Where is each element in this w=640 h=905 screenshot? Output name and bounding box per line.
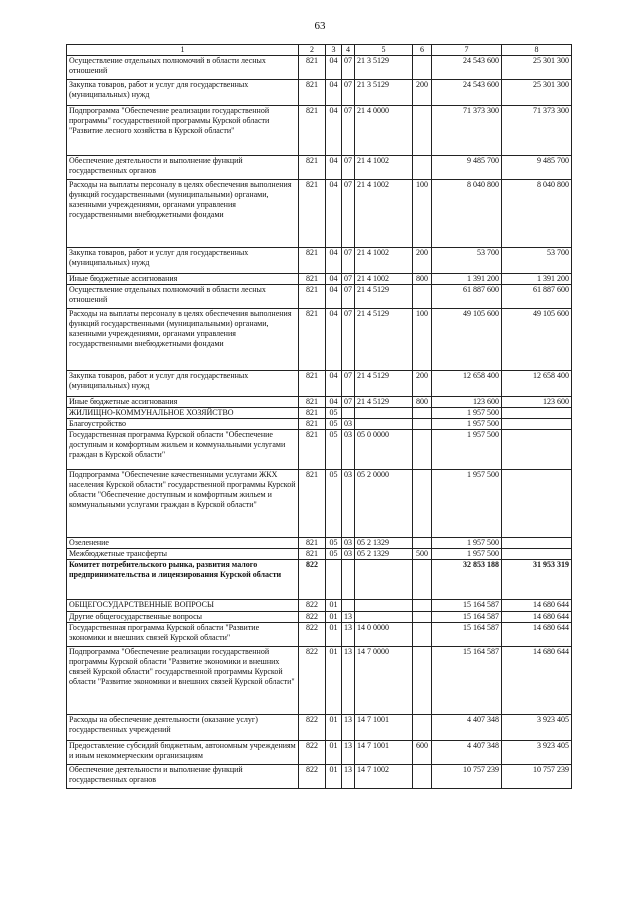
expense-type-code: 200 bbox=[413, 248, 432, 274]
target-article-code: 05 2 1329 bbox=[355, 538, 413, 549]
target-article-code: 14 7 1001 bbox=[355, 715, 413, 741]
amount-col7: 61 887 600 bbox=[432, 285, 502, 309]
item-name: Обеспечение деятельности и выполнение функций государственных органов bbox=[67, 156, 299, 180]
section-code: 04 bbox=[326, 156, 342, 180]
amount-col7: 15 164 587 bbox=[432, 623, 502, 647]
item-name: Расходы на выплаты персоналу в целях обеспечения выполнения функций государственными (муниципальными) органами, казенными учреждениями, органами управления государственными внебюджетными фондами bbox=[67, 180, 299, 248]
section-code: 05 bbox=[326, 470, 342, 538]
amount-col7: 123 600 bbox=[432, 397, 502, 408]
admin-code: 821 bbox=[299, 430, 326, 470]
target-article-code: 14 7 1001 bbox=[355, 741, 413, 765]
item-name: Осуществление отдельных полномочий в области лесных отношений bbox=[67, 285, 299, 309]
table-row bbox=[67, 741, 572, 765]
admin-code: 821 bbox=[299, 408, 326, 419]
item-name: Иные бюджетные ассигнования bbox=[67, 274, 299, 285]
table-row bbox=[67, 560, 572, 600]
admin-code: 821 bbox=[299, 309, 326, 371]
admin-code: 822 bbox=[299, 612, 326, 623]
section-code: 01 bbox=[326, 647, 342, 715]
table-row bbox=[67, 106, 572, 156]
amount-col8: 8 040 800 bbox=[502, 180, 572, 248]
target-article-code: 21 4 5129 bbox=[355, 371, 413, 397]
amount-col7: 32 853 188 bbox=[432, 560, 502, 600]
amount-col8: 49 105 600 bbox=[502, 309, 572, 371]
admin-code: 821 bbox=[299, 371, 326, 397]
table-row bbox=[67, 430, 572, 470]
expense-type-code bbox=[413, 430, 432, 470]
subsection-code: 07 bbox=[342, 285, 355, 309]
expense-type-code bbox=[413, 560, 432, 600]
section-code: 04 bbox=[326, 248, 342, 274]
amount-col8: 14 680 644 bbox=[502, 612, 572, 623]
admin-code: 821 bbox=[299, 56, 326, 80]
section-code: 01 bbox=[326, 765, 342, 789]
amount-col7: 15 164 587 bbox=[432, 612, 502, 623]
admin-code: 822 bbox=[299, 741, 326, 765]
subsection-code: 13 bbox=[342, 715, 355, 741]
item-name: Расходы на обеспечение деятельности (оказание услуг) государственных учреждений bbox=[67, 715, 299, 741]
admin-code: 822 bbox=[299, 600, 326, 612]
amount-col7: 1 957 500 bbox=[432, 549, 502, 560]
table-row bbox=[67, 309, 572, 371]
expense-type-code bbox=[413, 408, 432, 419]
admin-code: 822 bbox=[299, 765, 326, 789]
amount-col7: 4 407 348 bbox=[432, 741, 502, 765]
amount-col8 bbox=[502, 538, 572, 549]
amount-col8: 14 680 644 bbox=[502, 600, 572, 612]
amount-col7: 9 485 700 bbox=[432, 156, 502, 180]
admin-code: 821 bbox=[299, 80, 326, 106]
admin-code: 822 bbox=[299, 623, 326, 647]
expense-type-code bbox=[413, 765, 432, 789]
amount-col7: 1 957 500 bbox=[432, 538, 502, 549]
table-row bbox=[67, 371, 572, 397]
expense-type-code bbox=[413, 538, 432, 549]
target-article-code: 21 4 1002 bbox=[355, 248, 413, 274]
section-code: 04 bbox=[326, 309, 342, 371]
table-row bbox=[67, 623, 572, 647]
item-name: Подпрограмма "Обеспечение качественными услугами ЖКХ населения Курской области" государственной программы Курской области "Обеспечение доступным и комфортным жильем и коммунальными услугами граждан в Курской области" bbox=[67, 470, 299, 538]
section-code: 05 bbox=[326, 549, 342, 560]
amount-col8: 53 700 bbox=[502, 248, 572, 274]
admin-code: 821 bbox=[299, 538, 326, 549]
target-article-code: 21 4 1002 bbox=[355, 180, 413, 248]
section-code: 01 bbox=[326, 623, 342, 647]
header-cell: 7 bbox=[432, 45, 502, 56]
section-code: 01 bbox=[326, 715, 342, 741]
section-code: 01 bbox=[326, 600, 342, 612]
table-row bbox=[67, 180, 572, 248]
page-number: 63 bbox=[314, 20, 326, 32]
admin-code: 821 bbox=[299, 549, 326, 560]
target-article-code: 05 2 0000 bbox=[355, 470, 413, 538]
amount-col8: 3 923 405 bbox=[502, 741, 572, 765]
budget-table bbox=[66, 44, 572, 789]
item-name: Закупка товаров, работ и услуг для государственных (муниципальных) нужд bbox=[67, 371, 299, 397]
subsection-code bbox=[342, 600, 355, 612]
section-code: 05 bbox=[326, 419, 342, 430]
amount-col7: 15 164 587 bbox=[432, 647, 502, 715]
table-row bbox=[67, 600, 572, 612]
amount-col7: 4 407 348 bbox=[432, 715, 502, 741]
table-row bbox=[67, 419, 572, 430]
expense-type-code bbox=[413, 106, 432, 156]
header-cell: 4 bbox=[342, 45, 355, 56]
amount-col8 bbox=[502, 419, 572, 430]
amount-col8 bbox=[502, 430, 572, 470]
item-name: ЖИЛИЩНО-КОММУНАЛЬНОЕ ХОЗЯЙСТВО bbox=[67, 408, 299, 419]
admin-code: 821 bbox=[299, 106, 326, 156]
amount-col8: 25 301 300 bbox=[502, 80, 572, 106]
amount-col8: 14 680 644 bbox=[502, 623, 572, 647]
subsection-code: 13 bbox=[342, 741, 355, 765]
table-row bbox=[67, 549, 572, 560]
amount-col7: 15 164 587 bbox=[432, 600, 502, 612]
amount-col7: 10 757 239 bbox=[432, 765, 502, 789]
admin-code: 821 bbox=[299, 470, 326, 538]
expense-type-code bbox=[413, 470, 432, 538]
amount-col8: 71 373 300 bbox=[502, 106, 572, 156]
subsection-code: 03 bbox=[342, 430, 355, 470]
target-article-code: 21 4 1002 bbox=[355, 274, 413, 285]
item-name: Государственная программа Курской области "Обеспечение доступным и комфортным жильем и коммунальными услугами граждан в Курской области" bbox=[67, 430, 299, 470]
expense-type-code bbox=[413, 285, 432, 309]
target-article-code bbox=[355, 600, 413, 612]
amount-col7: 49 105 600 bbox=[432, 309, 502, 371]
amount-col8: 61 887 600 bbox=[502, 285, 572, 309]
subsection-code: 07 bbox=[342, 309, 355, 371]
subsection-code: 13 bbox=[342, 623, 355, 647]
item-name: Обеспечение деятельности и выполнение функций государственных органов bbox=[67, 765, 299, 789]
table-row bbox=[67, 408, 572, 419]
subsection-code: 07 bbox=[342, 156, 355, 180]
section-code: 01 bbox=[326, 612, 342, 623]
admin-code: 821 bbox=[299, 397, 326, 408]
header-cell: 1 bbox=[67, 45, 299, 56]
target-article-code bbox=[355, 560, 413, 600]
target-article-code: 14 7 1002 bbox=[355, 765, 413, 789]
admin-code: 821 bbox=[299, 180, 326, 248]
amount-col7: 53 700 bbox=[432, 248, 502, 274]
amount-col7: 1 957 500 bbox=[432, 419, 502, 430]
admin-code: 821 bbox=[299, 285, 326, 309]
target-article-code: 21 4 5129 bbox=[355, 285, 413, 309]
target-article-code: 21 4 0000 bbox=[355, 106, 413, 156]
table-row bbox=[67, 715, 572, 741]
table-row bbox=[67, 56, 572, 80]
section-code: 04 bbox=[326, 397, 342, 408]
admin-code: 821 bbox=[299, 248, 326, 274]
expense-type-code: 200 bbox=[413, 371, 432, 397]
table-row bbox=[67, 397, 572, 408]
table-row bbox=[67, 156, 572, 180]
admin-code: 821 bbox=[299, 156, 326, 180]
table-row bbox=[67, 765, 572, 789]
table-row bbox=[67, 80, 572, 106]
header-cell: 2 bbox=[299, 45, 326, 56]
amount-col8: 9 485 700 bbox=[502, 156, 572, 180]
target-article-code: 21 3 5129 bbox=[355, 56, 413, 80]
subsection-code: 07 bbox=[342, 106, 355, 156]
subsection-code: 07 bbox=[342, 56, 355, 80]
expense-type-code: 600 bbox=[413, 741, 432, 765]
amount-col7: 12 658 400 bbox=[432, 371, 502, 397]
item-name: Расходы на выплаты персоналу в целях обеспечения выполнения функций государственными (муниципальными) органами, казенными учреждениями, органами управления государственными внебюджетными фондами bbox=[67, 309, 299, 371]
item-name: Благоустройство bbox=[67, 419, 299, 430]
header-cell: 6 bbox=[413, 45, 432, 56]
target-article-code bbox=[355, 408, 413, 419]
item-name: ОБЩЕГОСУДАРСТВЕННЫЕ ВОПРОСЫ bbox=[67, 600, 299, 612]
amount-col7: 1 957 500 bbox=[432, 408, 502, 419]
item-name: Межбюджетные трансферты bbox=[67, 549, 299, 560]
expense-type-code: 100 bbox=[413, 309, 432, 371]
amount-col8: 25 301 300 bbox=[502, 56, 572, 80]
target-article-code: 21 4 5129 bbox=[355, 309, 413, 371]
expense-type-code bbox=[413, 600, 432, 612]
item-name: Предоставление субсидий бюджетным, автономным учреждениям и иным некоммерческим организациям bbox=[67, 741, 299, 765]
table-row bbox=[67, 274, 572, 285]
expense-type-code: 800 bbox=[413, 397, 432, 408]
expense-type-code bbox=[413, 612, 432, 623]
table-row bbox=[67, 470, 572, 538]
admin-code: 821 bbox=[299, 274, 326, 285]
item-name: Другие общегосударственные вопросы bbox=[67, 612, 299, 623]
subsection-code: 13 bbox=[342, 647, 355, 715]
target-article-code: 14 0 0000 bbox=[355, 623, 413, 647]
item-name: Подпрограмма "Обеспечение реализации государственной программы Курской области "Развитие экономики и внешних связей Курской области" государственной программы Курской области "Развитие экономики и внешних связей Курской области" bbox=[67, 647, 299, 715]
amount-col7: 71 373 300 bbox=[432, 106, 502, 156]
subsection-code bbox=[342, 408, 355, 419]
item-name: Озеленение bbox=[67, 538, 299, 549]
section-code: 04 bbox=[326, 285, 342, 309]
amount-col8: 31 953 319 bbox=[502, 560, 572, 600]
subsection-code: 13 bbox=[342, 765, 355, 789]
subsection-code: 07 bbox=[342, 248, 355, 274]
expense-type-code bbox=[413, 56, 432, 80]
subsection-code: 03 bbox=[342, 538, 355, 549]
expense-type-code bbox=[413, 715, 432, 741]
amount-col7: 1 391 200 bbox=[432, 274, 502, 285]
expense-type-code bbox=[413, 419, 432, 430]
amount-col7: 24 543 600 bbox=[432, 80, 502, 106]
subsection-code bbox=[342, 560, 355, 600]
item-name: Государственная программа Курской области "Развитие экономики и внешних связей Курской области" bbox=[67, 623, 299, 647]
target-article-code: 21 4 5129 bbox=[355, 397, 413, 408]
amount-col8 bbox=[502, 470, 572, 538]
admin-code: 821 bbox=[299, 419, 326, 430]
item-name: Закупка товаров, работ и услуг для государственных (муниципальных) нужд bbox=[67, 80, 299, 106]
section-code: 05 bbox=[326, 430, 342, 470]
item-name: Осуществление отдельных полномочий в области лесных отношений bbox=[67, 56, 299, 80]
section-code: 05 bbox=[326, 538, 342, 549]
target-article-code bbox=[355, 419, 413, 430]
subsection-code: 07 bbox=[342, 274, 355, 285]
subsection-code: 07 bbox=[342, 80, 355, 106]
admin-code: 822 bbox=[299, 647, 326, 715]
section-code bbox=[326, 560, 342, 600]
admin-code: 822 bbox=[299, 715, 326, 741]
subsection-code: 13 bbox=[342, 612, 355, 623]
target-article-code: 14 7 0000 bbox=[355, 647, 413, 715]
target-article-code: 05 2 1329 bbox=[355, 549, 413, 560]
amount-col7: 24 543 600 bbox=[432, 56, 502, 80]
table-row bbox=[67, 612, 572, 623]
header-row bbox=[67, 45, 572, 56]
amount-col8: 1 391 200 bbox=[502, 274, 572, 285]
target-article-code: 21 4 1002 bbox=[355, 156, 413, 180]
expense-type-code bbox=[413, 647, 432, 715]
amount-col8: 123 600 bbox=[502, 397, 572, 408]
header-cell: 8 bbox=[502, 45, 572, 56]
table-row bbox=[67, 538, 572, 549]
expense-type-code: 500 bbox=[413, 549, 432, 560]
section-code: 04 bbox=[326, 80, 342, 106]
item-name: Комитет потребительского рынка, развития малого предпринимательства и лицензирования Курской области bbox=[67, 560, 299, 600]
amount-col8: 3 923 405 bbox=[502, 715, 572, 741]
target-article-code: 21 3 5129 bbox=[355, 80, 413, 106]
item-name: Подпрограмма "Обеспечение реализации государственной программы" государственной программы Курской области "Развитие лесного хозяйства в Курской области" bbox=[67, 106, 299, 156]
amount-col8: 14 680 644 bbox=[502, 647, 572, 715]
expense-type-code: 100 bbox=[413, 180, 432, 248]
item-name: Закупка товаров, работ и услуг для государственных (муниципальных) нужд bbox=[67, 248, 299, 274]
subsection-code: 07 bbox=[342, 371, 355, 397]
subsection-code: 03 bbox=[342, 549, 355, 560]
expense-type-code: 800 bbox=[413, 274, 432, 285]
section-code: 05 bbox=[326, 408, 342, 419]
item-name: Иные бюджетные ассигнования bbox=[67, 397, 299, 408]
table-row bbox=[67, 647, 572, 715]
amount-col8: 12 658 400 bbox=[502, 371, 572, 397]
section-code: 04 bbox=[326, 371, 342, 397]
amount-col7: 1 957 500 bbox=[432, 470, 502, 538]
expense-type-code bbox=[413, 156, 432, 180]
expense-type-code: 200 bbox=[413, 80, 432, 106]
section-code: 01 bbox=[326, 741, 342, 765]
target-article-code bbox=[355, 612, 413, 623]
amount-col7: 8 040 800 bbox=[432, 180, 502, 248]
header-cell: 5 bbox=[355, 45, 413, 56]
amount-col8 bbox=[502, 549, 572, 560]
amount-col8: 10 757 239 bbox=[502, 765, 572, 789]
amount-col7: 1 957 500 bbox=[432, 430, 502, 470]
target-article-code: 05 0 0000 bbox=[355, 430, 413, 470]
table-row bbox=[67, 285, 572, 309]
expense-type-code bbox=[413, 623, 432, 647]
section-code: 04 bbox=[326, 56, 342, 80]
subsection-code: 07 bbox=[342, 180, 355, 248]
section-code: 04 bbox=[326, 180, 342, 248]
section-code: 04 bbox=[326, 274, 342, 285]
subsection-code: 07 bbox=[342, 397, 355, 408]
admin-code: 822 bbox=[299, 560, 326, 600]
section-code: 04 bbox=[326, 106, 342, 156]
amount-col8 bbox=[502, 408, 572, 419]
header-cell: 3 bbox=[326, 45, 342, 56]
subsection-code: 03 bbox=[342, 470, 355, 538]
table-row bbox=[67, 248, 572, 274]
subsection-code: 03 bbox=[342, 419, 355, 430]
